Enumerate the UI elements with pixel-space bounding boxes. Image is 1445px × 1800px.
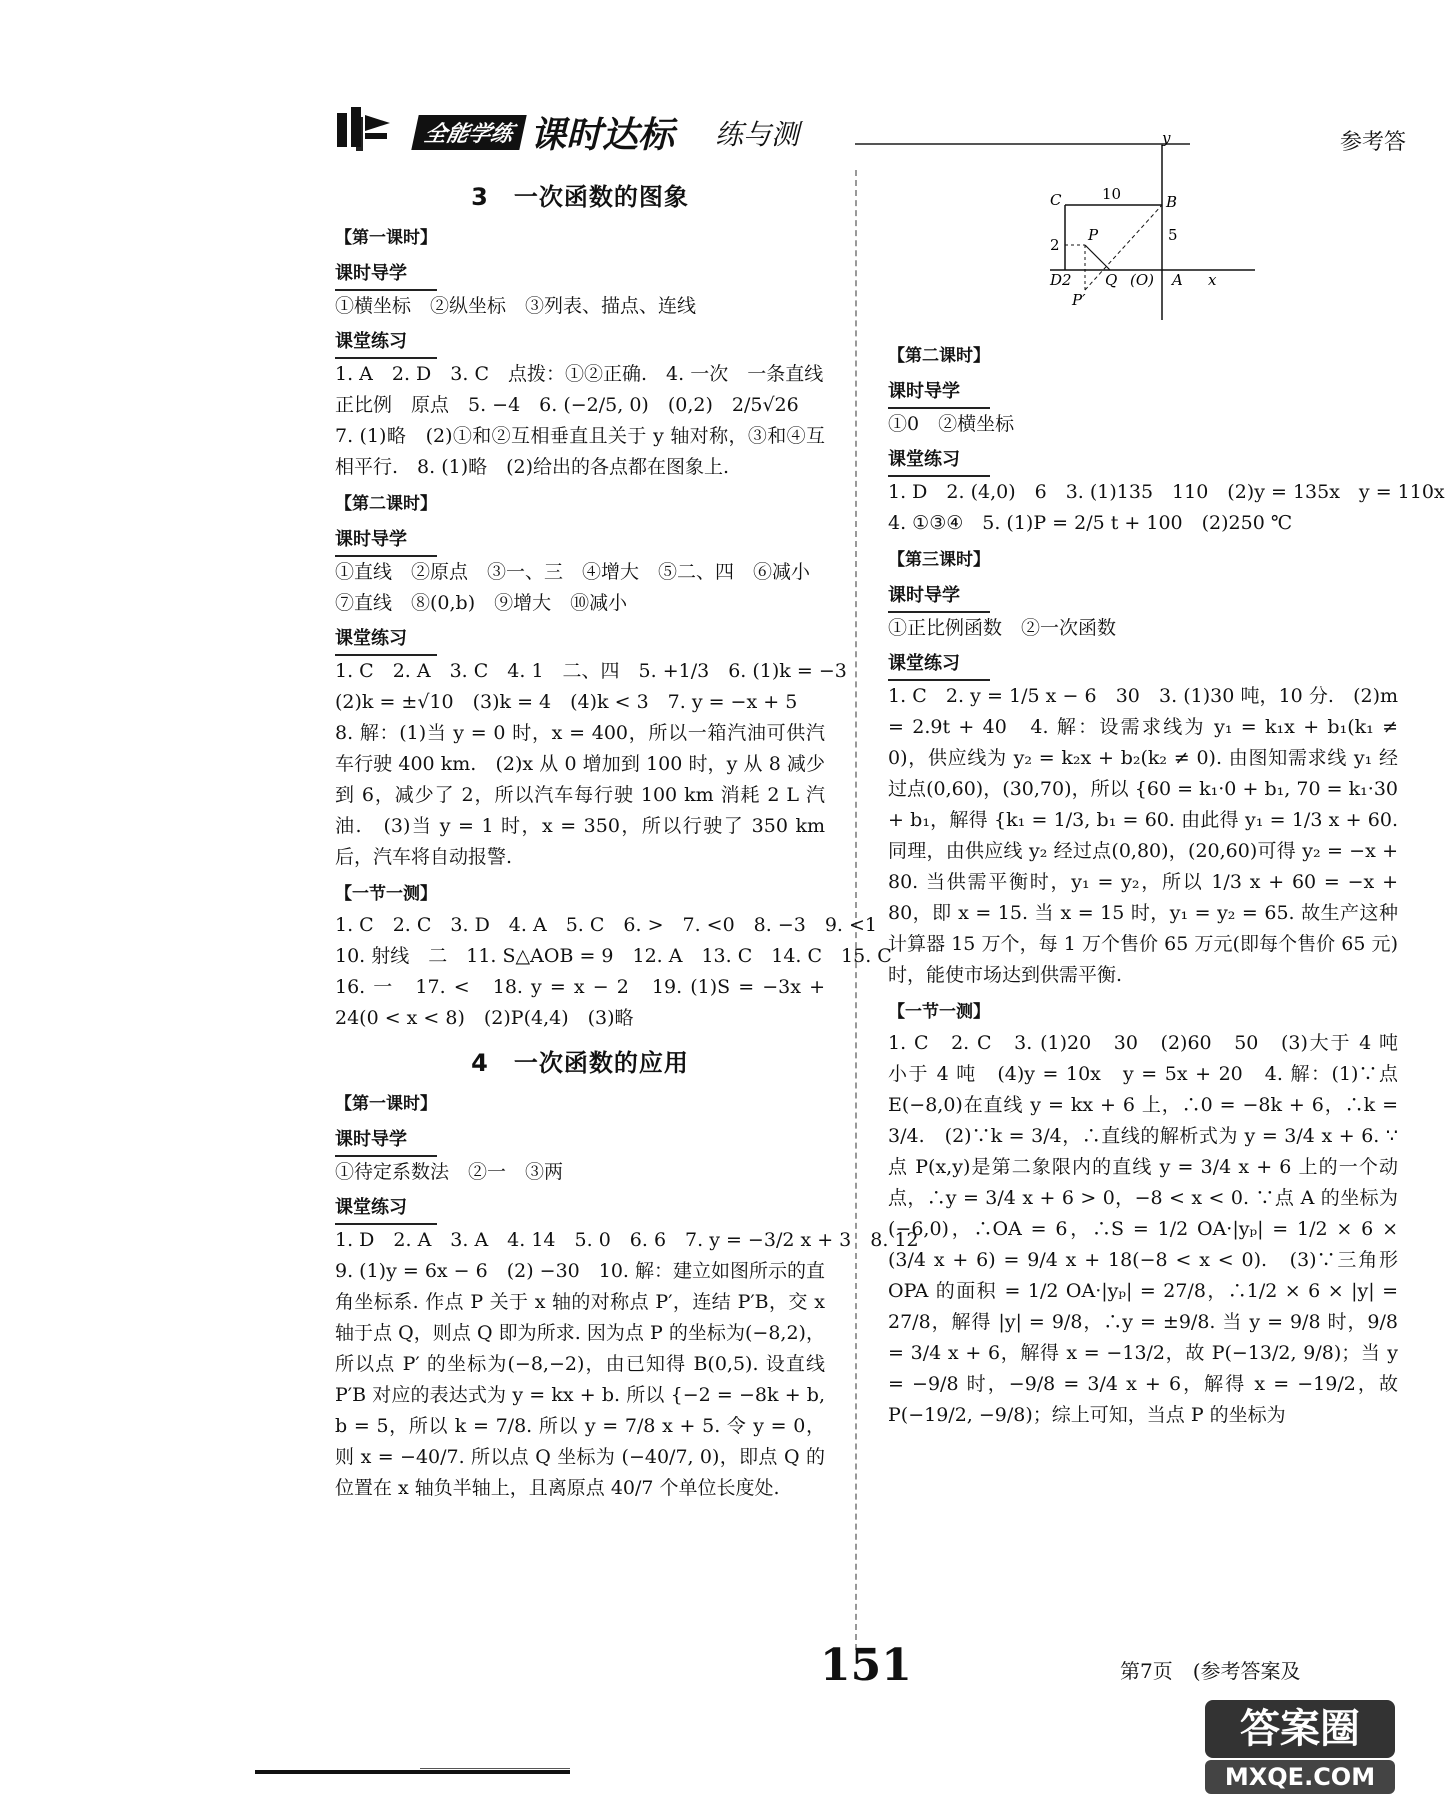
lesson-heading: 【第二课时】	[888, 346, 990, 366]
column-divider	[855, 170, 858, 1650]
answer-line: 4. ①③④ 5. (1)P = 2/5 t + 100 (2)250 ℃	[888, 512, 1293, 534]
label-D2: D2	[1050, 271, 1072, 289]
answer-paragraph: 1. C 2. y = 1/5 x − 6 30 3. (1)30 吨，10 分. (2)m = 2.9t + 40 4. 解：设需求线为 y₁ = k₁x + b₁(k₁ ≠ 0)，供应线为 y₂ = k₂x + b₂(k₂ ≠ 0). 由图知需求线 y₁ 经过点(0,60)，(30,70)，所以 {60 = k₁·0 + b₁, 70 = k₁·30 + b₁，解得 {k₁ = 1/3, b₁ = 60. 由此得 y₁ = 1/3 x + 60. 同理，由供应线 y₂ 经过点(0,80)，(20,60)可得 y₂ = −x + 80. 当供需平衡时，y₁ = y₂，所以 1/3 x + 60 = −x + 80，即 x = 15. 当 x = 15 时，y₁ = y₂ = 65. 故生产这种计算器 15 万个，每 1 万个售价 65 万元(即每个售价 65 元)时，能使市场达到供需平衡.	[888, 685, 1398, 986]
watermark-bottom-text: MXQE.COM	[1205, 1760, 1395, 1794]
lesson-heading: 【一节一测】	[335, 884, 437, 904]
answer-line: 1. D 2. A 3. A 4. 14 5. 0 6. 6 7. y = −3/2 x + 3 8. 12	[335, 1229, 919, 1251]
answer-line: 正比例 原点 5. −4 6. (−2/5, 0) (0,2) 2/5√26	[335, 394, 799, 416]
subheading-guide: 课时导学	[335, 524, 437, 557]
header-title: 课时达标	[530, 115, 675, 156]
answer-paragraph: 16. 一 17. < 18. y = x − 2 19. (1)S = −3x + 24(0 < x < 8) (2)P(4,4) (3)略	[335, 976, 825, 1029]
label-2: 2	[1050, 236, 1060, 254]
watermark-top-text: 答案圈	[1205, 1700, 1395, 1758]
answer-paragraph: 8. 解：(1)当 y = 0 时，x = 400，所以一箱汽油可供汽车行驶 400 km. (2)x 从 0 增加到 100 时，y 从 8 减少到 6，减少了 2，所以汽车每行驶 100 km 消耗 2 L 汽油. (3)当 y = 1 时，x = 350，所以行驶了 350 km 后，汽车将自动报警.	[335, 722, 825, 868]
lesson-heading: 【第一课时】	[335, 1094, 437, 1114]
answer-line: 1. C 2. C 3. D 4. A 5. C 6. > 7. <0 8. −3 9. <1	[335, 914, 878, 936]
guide-answers: ①0 ②横坐标	[888, 413, 1015, 435]
lesson-heading: 【第一课时】	[335, 228, 437, 248]
header-right-text: 参考答	[1340, 130, 1407, 155]
page-number: 151	[820, 1640, 912, 1691]
label-A: A	[1172, 271, 1183, 289]
header-subtitle: 练与测	[715, 118, 800, 151]
subheading-practice: 课堂练习	[888, 444, 990, 477]
coordinate-diagram	[1030, 129, 1260, 330]
right-column	[888, 335, 1445, 1431]
subheading-practice: 课堂练习	[335, 326, 437, 359]
guide-answers: ①正比例函数 ②一次函数	[888, 617, 1117, 639]
answer-line: 1. A 2. D 3. C 点拨：①②正确. 4. 一次 一条直线	[335, 363, 824, 385]
subheading-practice: 课堂练习	[888, 648, 990, 681]
label-y: y	[1162, 129, 1171, 147]
subheading-guide: 课时导学	[888, 580, 990, 613]
label-O: (O)	[1130, 271, 1155, 289]
subheading-guide: 课时导学	[888, 376, 990, 409]
label-P-prime: P′	[1072, 291, 1086, 309]
lesson-heading: 【第二课时】	[335, 494, 437, 514]
label-P: P	[1088, 226, 1099, 244]
answer-paragraph: 1. C 2. C 3. (1)20 30 (2)60 50 (3)大于 4 吨 小于 4 吨 (4)y = 10x y = 5x + 20 4. 解：(1)∵点 E(−8,0)在直线 y = kx + 6 上，∴0 = −8k + 6，∴k = 3/4. (2)∵k = 3/4，∴直线的解析式为 y = 3/4 x + 6. ∵点 P(x,y)是第二象限内的直线 y = 3/4 x + 6 上的一个动点，∴y = 3/4 x + 6 > 0，−8 < x < 0. ∵点 A 的坐标为(−6,0)，∴OA = 6，∴S = 1/2 OA·|yₚ| = 1/2 × 6 × (3/4 x + 6) = 9/4 x + 18(−8 < x < 0). (3)∵三角形 OPA 的面积 = 1/2 OA·|yₚ| = 27/8，∴1/2 × 6 × |y| = 27/8，解得 |y| = 9/8，∴y = ±9/8. 当 y = 9/8 时，9/8 = 3/4 x + 6，解得 x = −13/2，故 P(−13/2, 9/8)；当 y = −9/8 时，−9/8 = 3/4 x + 6，解得 x = −19/2，故 P(−19/2, −9/8)；综上可知，当点 P 的坐标为	[888, 1032, 1418, 1426]
answer-paragraph: 9. (1)y = 6x − 6 (2) −30 10. 解：建立如图所示的直角坐标系. 作点 P 关于 x 轴的对称点 P′，连结 P′B，交 x 轴于点 Q，则点 Q 即为所求. 因为点 P 的坐标为(−8,2)，所以点 P′ 的坐标为(−8,−2)，由已知得 B(0,5). 设直线 P′B 对应的表达式为 y = kx + b. 所以 {−2 = −8k + b, b = 5，所以 k = 7/8. 所以 y = 7/8 x + 5. 令 y = 0，则 x = −40/7. 所以点 Q 坐标为 (−40/7, 0)，即点 Q 的位置在 x 轴负半轴上，且离原点 40/7 个单位长度处.	[335, 1260, 826, 1499]
logo-icon	[335, 105, 395, 155]
answer-paragraph: 7. (1)略 (2)①和②互相垂直且关于 y 轴对称，③和④互相平行. 8. (1)略 (2)给出的各点都在图象上.	[335, 425, 825, 478]
lesson-heading: 【一节一测】	[888, 1002, 990, 1022]
answer-line: 1. C 2. A 3. C 4. 1 二、四 5. +1/3 6. (1)k = −3	[335, 660, 847, 682]
answer-line: 1. D 2. (4,0) 6 3. (1)135 110 (2)y = 135x y = 110x	[888, 481, 1445, 503]
subheading-guide: 课时导学	[335, 1124, 437, 1157]
guide-answers: ⑦直线 ⑧(0,b) ⑨增大 ⑩减小	[335, 592, 628, 614]
watermark-logo	[1205, 1700, 1395, 1796]
guide-answers: ①待定系数法 ②一 ③两	[335, 1161, 564, 1183]
label-x: x	[1208, 271, 1217, 289]
guide-answers: ①横坐标 ②纵坐标 ③列表、描点、连线	[335, 295, 697, 317]
subheading-practice: 课堂练习	[335, 1192, 437, 1225]
label-10: 10	[1102, 185, 1122, 203]
subheading-practice: 课堂练习	[335, 623, 437, 656]
bottom-rule	[255, 1770, 570, 1774]
segment-PQ	[1085, 245, 1110, 270]
label-Q: Q	[1105, 271, 1118, 289]
answer-line: 10. 射线 二 11. S△AOB = 9 12. A 13. C 14. C 15. C	[335, 945, 892, 967]
bottom-rule-thin	[420, 1768, 570, 1769]
header-brand: 全能学练	[411, 115, 526, 150]
section-4-title: 4 一次函数的应用	[471, 1049, 689, 1077]
label-C: C	[1050, 191, 1062, 209]
answer-line: (2)k = ±√10 (3)k = 4 (4)k < 3 7. y = −x + 5	[335, 691, 798, 713]
label-5: 5	[1168, 226, 1178, 244]
section-3-title: 3 一次函数的图象	[471, 183, 689, 211]
page-info: 第7页 (参考答案及	[1120, 1659, 1301, 1683]
lesson-heading: 【第三课时】	[888, 550, 990, 570]
left-column	[335, 178, 919, 1504]
guide-answers: ①直线 ②原点 ③一、三 ④增大 ⑤二、四 ⑥减小	[335, 561, 811, 583]
label-B: B	[1166, 193, 1178, 211]
subheading-guide: 课时导学	[335, 258, 437, 291]
